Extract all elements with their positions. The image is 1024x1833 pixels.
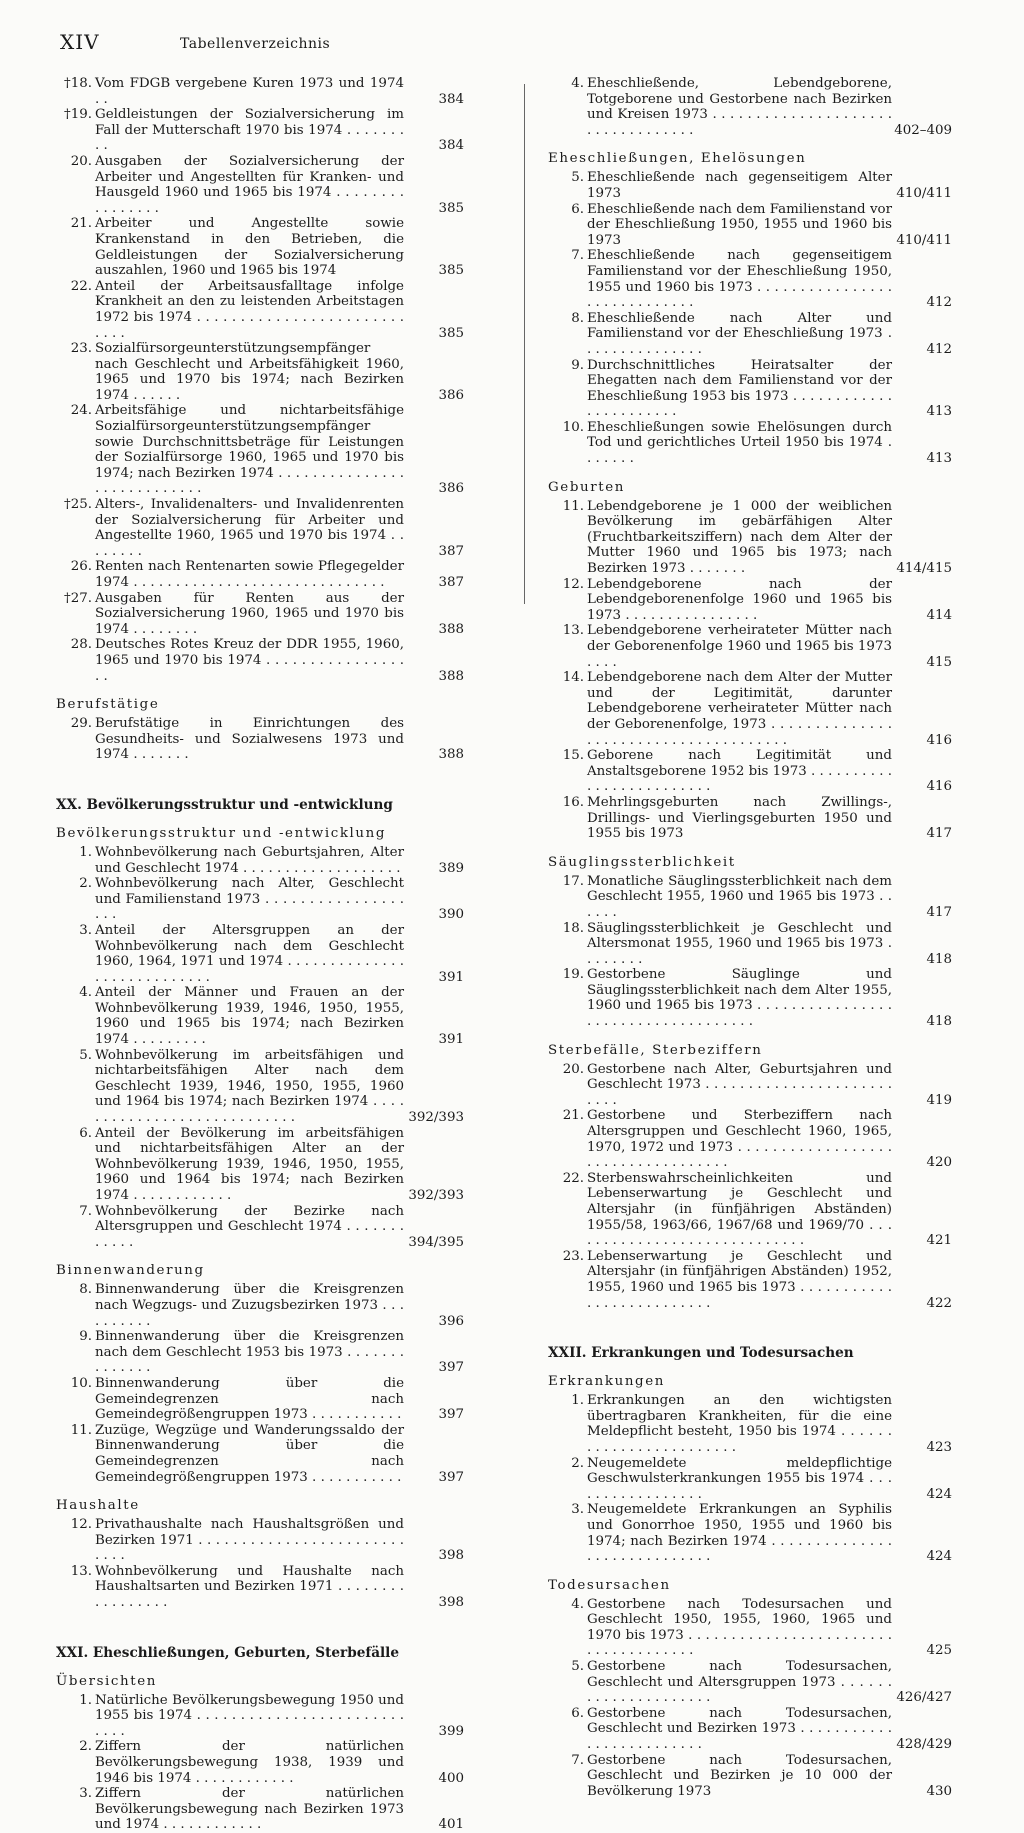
entry-title: Renten nach Rentenarten sowie Pflegegelder 1974 . . . . . . . . . . . . . . . . . . . . . . . . . . . . . . bbox=[95, 559, 404, 590]
group-heading: Binnenwanderung bbox=[56, 1263, 205, 1279]
entry-page: 386 bbox=[438, 387, 464, 403]
entry-number: 6. bbox=[571, 201, 584, 217]
entry-number: 13. bbox=[70, 1563, 92, 1579]
entry-number: 19. bbox=[562, 967, 584, 983]
toc-entry[interactable] bbox=[52, 985, 464, 1047]
entry-page: 425 bbox=[926, 1643, 952, 1659]
toc-entry[interactable] bbox=[52, 591, 464, 638]
entry-page: 412 bbox=[926, 295, 952, 311]
entry-number: 11. bbox=[562, 498, 584, 514]
entry-title: Eheschließende nach gegenseitigem Alter 1973 bbox=[587, 170, 892, 201]
entry-page: 413 bbox=[926, 451, 952, 467]
entry-number: 3. bbox=[571, 1502, 584, 1518]
toc-entry[interactable] bbox=[52, 1739, 464, 1786]
toc-entry[interactable] bbox=[544, 499, 952, 577]
entry-title: Anteil der Männer und Frauen an der Wohnbevölkerung 1939, 1946, 1950, 1955, 1960 und 1965 bis 1974; nach Bezirken 1974 . . . . . . . . . bbox=[95, 985, 404, 1048]
entry-number: †27. bbox=[64, 590, 92, 606]
entry-number: 13. bbox=[562, 623, 584, 639]
entry-title: Arbeitsfähige und nichtarbeitsfähige Sozialfürsorgeunterstützungsempfänger sowie Durchschnittsbeträge für Leistungen der Sozialfürsorge 1960, 1965 und 1970 bis 1974; nach Bezirken 1974 . . . . . . . . . . . . . . . . . . . . . . . . . . . . bbox=[95, 403, 404, 497]
group-heading: Todesursachen bbox=[548, 1577, 671, 1593]
entry-title: Säuglingssterblichkeit je Geschlecht und Altersmonat 1955, 1960 und 1965 bis 1973 . . . . . . . . bbox=[587, 920, 892, 967]
page-number-roman: XIV bbox=[60, 30, 100, 54]
group-heading: Erkrankungen bbox=[548, 1374, 665, 1390]
entry-number: 11. bbox=[70, 1422, 92, 1438]
entry-page: 421 bbox=[926, 1233, 952, 1249]
entry-page: 430 bbox=[926, 1783, 952, 1799]
entry-number: 21. bbox=[70, 216, 92, 232]
entry-number: †19. bbox=[64, 107, 92, 123]
entry-title: Mehrlingsgeburten nach Zwillings-, Drillings- und Vierlingsgeburten 1950 und 1955 bis 1973 bbox=[587, 794, 892, 842]
entry-number: 6. bbox=[79, 1125, 92, 1141]
entry-page: 428/429 bbox=[896, 1737, 952, 1753]
entry-number: 10. bbox=[562, 419, 584, 435]
entry-title: Binnenwanderung über die Kreisgrenzen nach dem Geschlecht 1953 bis 1973 . . . . . . . . . . . . . . bbox=[95, 1329, 404, 1376]
entry-number: 23. bbox=[562, 1248, 584, 1264]
entry-page: 420 bbox=[926, 1155, 952, 1171]
entry-title: Neugemeldete Erkrankungen an Syphilis und Gonorrhoe 1950, 1955 und 1960 bis 1974; nach Bezirken 1974 . . . . . . . . . . . . . . . . . . . . . . . . . . . . . bbox=[587, 1502, 892, 1565]
group-heading: Sterbefälle, Sterbeziffern bbox=[548, 1042, 763, 1058]
entry-title: Binnenwanderung über die Kreisgrenzen nach Wegzugs- und Zuzugsbezirken 1973 . . . . . . . . . . bbox=[95, 1282, 404, 1329]
entry-number: 5. bbox=[79, 1047, 92, 1063]
entry-page: 400 bbox=[438, 1770, 464, 1786]
toc-entry[interactable] bbox=[52, 154, 464, 216]
entry-title: Anteil der Altersgruppen an der Wohnbevölkerung nach dem Geschlecht 1960, 1964, 1971 und 1974 . . . . . . . . . . . . . . . . . . . . . . . . . . . . bbox=[95, 922, 404, 985]
entry-page: 384 bbox=[438, 138, 464, 154]
entry-number: 7. bbox=[79, 1203, 92, 1219]
entry-number: 8. bbox=[571, 310, 584, 326]
toc-entry[interactable] bbox=[52, 845, 464, 876]
group-heading: Bevölkerungsstruktur und -entwicklung bbox=[56, 825, 387, 841]
entry-number: †18. bbox=[64, 76, 92, 91]
entry-title: Ausgaben der Sozialversicherung der Arbeiter und Angestellten für Kranken- und Hausgeld 1960 und 1965 bis 1974 . . . . . . . . . . . . . . . . bbox=[95, 153, 404, 216]
entry-page: 392/393 bbox=[408, 1188, 464, 1203]
toc-entry[interactable] bbox=[544, 967, 952, 1029]
entry-number: 3. bbox=[79, 1786, 92, 1802]
toc-entry[interactable] bbox=[544, 420, 952, 467]
entry-title: Monatliche Säuglingssterblichkeit nach dem Geschlecht 1955, 1960 und 1965 bis 1973 . . . . . . bbox=[587, 873, 892, 920]
toc-entry[interactable] bbox=[52, 1786, 464, 1833]
toc-entry[interactable] bbox=[544, 1659, 952, 1706]
entry-page: 416 bbox=[926, 779, 952, 795]
entry-page: 384 bbox=[438, 91, 464, 107]
toc-entry[interactable] bbox=[544, 921, 952, 968]
entry-page: 410/411 bbox=[896, 185, 952, 201]
entry-number: 6. bbox=[571, 1705, 584, 1721]
entry-page: 417 bbox=[926, 904, 952, 920]
entry-number: 23. bbox=[70, 341, 92, 357]
group-heading: Geburten bbox=[548, 479, 625, 495]
entry-page: 388 bbox=[438, 621, 464, 637]
entry-page: 386 bbox=[438, 481, 464, 497]
entry-title: Binnenwanderung über die Gemeindegrenzen nach Gemeindegrößengruppen 1973 . . . . . . . . . . . bbox=[95, 1375, 404, 1423]
entry-title: Deutsches Rotes Kreuz der DDR 1955, 1960, 1965 und 1970 bis 1974 . . . . . . . . . . . . . . . . . . bbox=[95, 637, 404, 684]
entry-number: 8. bbox=[79, 1282, 92, 1298]
entry-page: 414/415 bbox=[896, 561, 952, 577]
toc-entry[interactable] bbox=[52, 1126, 464, 1204]
entry-title: Gestorbene und Sterbeziffern nach Altersgruppen und Geschlecht 1960, 1965, 1970, 1972 und 1973 . . . . . . . . . . . . . . . . . . . . . . . . . . . . . . . . . . . bbox=[587, 1108, 892, 1171]
toc-entry[interactable] bbox=[52, 341, 464, 403]
entry-page: 419 bbox=[926, 1092, 952, 1108]
entry-title: Gestorbene nach Todesursachen und Geschlecht 1950, 1955, 1960, 1965 und 1970 bis 1973 . . . . . . . . . . . . . . . . . . . . . . . . . . . . . . . . . . . . . bbox=[587, 1596, 892, 1659]
entry-number: 21. bbox=[562, 1108, 584, 1124]
toc-entry[interactable] bbox=[544, 76, 952, 138]
toc-entry[interactable] bbox=[52, 1517, 464, 1564]
toc-entry[interactable] bbox=[544, 748, 952, 795]
toc-entry[interactable] bbox=[52, 923, 464, 985]
entry-number: 4. bbox=[571, 1596, 584, 1612]
toc-entry[interactable] bbox=[544, 874, 952, 921]
entry-title: Anteil der Bevölkerung im arbeitsfähigen und nichtarbeitsfähigen Alter an der Wohnbevölkerung 1939, 1946, 1950, 1955, 1960 und 1964 bis 1974; nach Bezirken 1974 . . . . . . . . . . . . bbox=[95, 1125, 404, 1203]
toc-entry[interactable] bbox=[544, 1597, 952, 1659]
entry-page: 385 bbox=[438, 200, 464, 216]
entry-page: 418 bbox=[926, 1014, 952, 1030]
toc-entry[interactable] bbox=[52, 1204, 464, 1251]
toc-entry[interactable] bbox=[544, 1393, 952, 1455]
entry-title: Lebenserwartung je Geschlecht und Altersjahr (in fünfjährigen Abständen) 1952, 1955, 1960 und 1965 bis 1973 . . . . . . . . . . . . . . . . . . . . . . . . . . bbox=[587, 1248, 892, 1311]
entry-title: Eheschließende nach Alter und Familienstand vor der Eheschließung 1973 . . . . . . . . . . . . . . . bbox=[587, 310, 892, 357]
entry-title: Gestorbene nach Alter, Geburtsjahren und Geschlecht 1973 . . . . . . . . . . . . . . . . . . . . . . . . . . bbox=[587, 1061, 892, 1108]
section-heading: XXI. Eheschließungen, Geburten, Sterbefälle bbox=[56, 1644, 399, 1661]
entry-page: 412 bbox=[926, 341, 952, 357]
toc-entry[interactable] bbox=[544, 170, 952, 201]
entry-number: 20. bbox=[70, 153, 92, 169]
entry-title: Geldleistungen der Sozialversicherung im Fall der Mutterschaft 1970 bis 1974 . . . . . . . . . bbox=[95, 107, 404, 154]
entry-title: Zuzüge, Wegzüge und Wanderungssaldo der Binnenwanderung über die Gemeindegrenzen nach Gemeindegrößengruppen 1973 . . . . . . . . . . . bbox=[95, 1422, 404, 1485]
entry-page: 399 bbox=[438, 1723, 464, 1739]
toc-entry[interactable] bbox=[544, 577, 952, 624]
entry-number: 4. bbox=[571, 76, 584, 91]
entry-title: Alters-, Invalidenalters- und Invalidenrenten der Sozialversicherung für Arbeiter und Angestellte 1960, 1965 und 1970 bis 1974 . . . . . . . . bbox=[95, 497, 404, 559]
entry-page: 398 bbox=[438, 1548, 464, 1564]
entry-title: Arbeiter und Angestellte sowie Krankenstand in den Betrieben, die Geldleistungen der Sozialversicherung auszahlen, 1960 und 1965 bis 1974 bbox=[95, 216, 404, 279]
entry-number: 2. bbox=[79, 1739, 92, 1755]
toc-entry[interactable] bbox=[52, 876, 464, 923]
entry-title: Vom FDGB vergebene Kuren 1973 und 1974 . . bbox=[95, 76, 404, 107]
toc-entry[interactable] bbox=[52, 1693, 464, 1740]
entry-title: Lebendgeborene verheirateter Mütter nach der Geborenenfolge 1960 und 1965 bis 1973 . . . . bbox=[587, 623, 892, 670]
entry-page: 417 bbox=[926, 826, 952, 842]
toc-entry[interactable] bbox=[544, 1753, 952, 1800]
entry-page: 422 bbox=[926, 1295, 952, 1311]
running-title: Tabellenverzeichnis bbox=[180, 36, 331, 52]
entry-number: 12. bbox=[562, 576, 584, 592]
group-heading: Haushalte bbox=[56, 1498, 140, 1514]
toc-entry[interactable] bbox=[544, 795, 952, 842]
entry-title: Gestorbene Säuglinge und Säuglingssterblichkeit nach dem Alter 1955, 1960 und 1965 bis 1973 . . . . . . . . . . . . . . . . . . . . . . . . . . . . . . . . . . . . bbox=[587, 967, 892, 1030]
toc-entry[interactable] bbox=[544, 1706, 952, 1753]
toc-entry[interactable] bbox=[544, 670, 952, 748]
entry-title: Eheschließende, Lebendgeborene, Totgeborene und Gestorbene nach Bezirken und Kreisen 1973 . . . . . . . . . . . . . . . . . . . . . . . . . . . . . . . . . . bbox=[587, 76, 892, 138]
entry-number: 18. bbox=[562, 920, 584, 936]
toc-entry[interactable] bbox=[544, 1456, 952, 1503]
section-heading: XXII. Erkrankungen und Todesursachen bbox=[548, 1345, 854, 1362]
page-header bbox=[60, 30, 960, 60]
entry-number: 29. bbox=[70, 716, 92, 732]
entry-number: 28. bbox=[70, 637, 92, 653]
toc-entry[interactable] bbox=[52, 1564, 464, 1611]
toc-entry[interactable] bbox=[52, 1423, 464, 1485]
entry-number: 7. bbox=[571, 1752, 584, 1768]
entry-title: Erkrankungen an den wichtigsten übertragbaren Krankheiten, für die eine Meldepflicht besteht, 1950 bis 1974 . . . . . . . . . . . . . . . . . . . . . . . . bbox=[587, 1393, 892, 1455]
entry-page: 410/411 bbox=[896, 232, 952, 248]
toc-entry[interactable] bbox=[52, 403, 464, 497]
entry-page: 418 bbox=[926, 951, 952, 967]
entry-title: Sterbenswahrscheinlichkeiten und Lebenserwartung je Geschlecht und Altersjahr (in fünfjährigen Abständen) 1955/58, 1963/66, 1967/68 und 1969/70 . . . . . . . . . . . . . . . . . . . . . . . . . . . . . bbox=[587, 1170, 892, 1249]
right-column bbox=[544, 76, 952, 1799]
entry-page: 394/395 bbox=[408, 1234, 464, 1250]
entry-number: 2. bbox=[571, 1455, 584, 1471]
entry-title: Lebendgeborene nach dem Alter der Mutter und der Legitimität, darunter Lebendgeborene verheirateter Mütter nach der Geborenenfolge, 1973 . . . . . . . . . . . . . . . . . . . . . . . . . . . . . . . . . . . . . . bbox=[587, 670, 892, 748]
entry-page: 397 bbox=[438, 1407, 464, 1423]
entry-number: 9. bbox=[571, 357, 584, 373]
entry-title: Gestorbene nach Todesursachen, Geschlecht und Altersgruppen 1973 . . . . . . . . . . . . . . . . . . . . . bbox=[587, 1659, 892, 1706]
toc-entry[interactable] bbox=[544, 1108, 952, 1170]
entry-page: 424 bbox=[926, 1549, 952, 1565]
group-heading: Übersichten bbox=[56, 1673, 157, 1689]
entry-number: 9. bbox=[79, 1329, 92, 1345]
left-column bbox=[52, 76, 464, 1833]
toc-entry[interactable] bbox=[52, 637, 464, 684]
entry-title: Eheschließende nach dem Familienstand vor der Eheschließung 1950, 1955 und 1960 bis 1973 bbox=[587, 201, 892, 248]
group-heading: Eheschließungen, Ehelösungen bbox=[548, 151, 807, 167]
toc-entry[interactable] bbox=[52, 279, 464, 341]
entry-title: Gestorbene nach Todesursachen, Geschlecht und Bezirken 1973 . . . . . . . . . . . . . . . . . . . . . . . . . bbox=[587, 1705, 892, 1753]
toc-entry[interactable] bbox=[544, 202, 952, 249]
entry-page: 415 bbox=[926, 654, 952, 670]
entry-page: 397 bbox=[438, 1469, 464, 1485]
entry-title: Berufstätige in Einrichtungen des Gesundheits- und Sozialwesens 1973 und 1974 . . . . . . . bbox=[95, 716, 404, 763]
toc-entry[interactable] bbox=[52, 1376, 464, 1423]
entry-number: 4. bbox=[79, 985, 92, 1001]
entry-title: Wohnbevölkerung nach Alter, Geschlecht und Familienstand 1973 . . . . . . . . . . . . . . . . . . . bbox=[95, 876, 404, 923]
entry-number: 1. bbox=[79, 1692, 92, 1708]
entry-page: 397 bbox=[438, 1360, 464, 1376]
entry-number: 5. bbox=[571, 1659, 584, 1675]
entry-page: 387 bbox=[438, 575, 464, 590]
entry-page: 388 bbox=[438, 747, 464, 763]
entry-number: 16. bbox=[562, 794, 584, 810]
entry-title: Ziffern der natürlichen Bevölkerungsbewegung 1938, 1939 und 1946 bis 1974 . . . . . . . . . . . . bbox=[95, 1739, 404, 1786]
entry-page: 389 bbox=[438, 860, 464, 876]
toc-entry[interactable] bbox=[52, 1282, 464, 1329]
entry-page: 402–409 bbox=[894, 122, 952, 138]
entry-title: Ziffern der natürlichen Bevölkerungsbewegung nach Bezirken 1973 und 1974 . . . . . . . . . . . . bbox=[95, 1786, 404, 1833]
entry-title: Natürliche Bevölkerungsbewegung 1950 und 1955 bis 1974 . . . . . . . . . . . . . . . . . . . . . . . . . . . . bbox=[95, 1692, 404, 1739]
entry-page: 426/427 bbox=[896, 1690, 952, 1706]
entry-page: 396 bbox=[438, 1313, 464, 1329]
entry-number: 5. bbox=[571, 170, 584, 186]
toc-entry[interactable] bbox=[52, 216, 464, 278]
toc-entry[interactable] bbox=[544, 311, 952, 358]
entry-page: 391 bbox=[438, 969, 464, 985]
entry-title: Wohnbevölkerung der Bezirke nach Altersgruppen und Geschlecht 1974 . . . . . . . . . . . . bbox=[95, 1203, 404, 1250]
entry-title: Wohnbevölkerung nach Geburtsjahren, Alter und Geschlecht 1974 . . . . . . . . . . . . . . . . . . . bbox=[95, 844, 404, 876]
entry-title: Eheschließungen sowie Ehelösungen durch Tod und gerichtliches Urteil 1950 bis 1974 . . . . . . . bbox=[587, 419, 892, 467]
entry-page: 385 bbox=[438, 263, 464, 279]
entry-number: 3. bbox=[79, 922, 92, 938]
entry-page: 416 bbox=[926, 732, 952, 748]
entry-number: 7. bbox=[571, 248, 584, 264]
entry-title: Lebendgeborene je 1 000 der weiblichen Bevölkerung im gebärfähigen Alter (Fruchtbarkeitsziffern) nach dem Alter der Mutter 1960 und 1965 bis 1973; nach Bezirken 1973 . . . . . . . bbox=[587, 498, 892, 577]
group-heading: Säuglingssterblichkeit bbox=[548, 854, 736, 870]
entry-number: 17. bbox=[562, 873, 584, 889]
entry-number: 12. bbox=[70, 1517, 92, 1533]
toc-entry[interactable] bbox=[52, 497, 464, 559]
entry-title: Wohnbevölkerung im arbeitsfähigen und nichtarbeitsfähigen Alter nach dem Geschlecht 1939, 1946, 1950, 1955, 1960 und 1964 bis 1974; nach Bezirken 1974 . . . . . . . . . . . . . . . . . . . . . . . . . . . . bbox=[95, 1047, 404, 1126]
entry-page: 387 bbox=[438, 543, 464, 559]
toc-entry[interactable] bbox=[544, 623, 952, 670]
entry-number: 20. bbox=[562, 1061, 584, 1077]
entry-title: Eheschließende nach gegenseitigem Familienstand vor der Eheschließung 1950, 1955 und 1960 bis 1973 . . . . . . . . . . . . . . . . . . . . . . . . . . . . . bbox=[587, 248, 892, 311]
toc-entry[interactable] bbox=[544, 358, 952, 420]
entry-number: 1. bbox=[79, 844, 92, 860]
entry-title: Anteil der Arbeitsausfalltage infolge Krankheit an den zu leistenden Arbeitstagen 1972 bis 1974 . . . . . . . . . . . . . . . . . . . . . . . . . . . . bbox=[95, 278, 404, 341]
section-heading: XX. Bevölkerungsstruktur und -entwicklung bbox=[56, 796, 393, 813]
toc-entry[interactable] bbox=[544, 1062, 952, 1109]
toc-entry[interactable] bbox=[52, 76, 464, 107]
entry-title: Privathaushalte nach Haushaltsgrößen und Bezirken 1971 . . . . . . . . . . . . . . . . . . . . . . . . . . . . bbox=[95, 1517, 404, 1564]
entry-page: 424 bbox=[926, 1486, 952, 1502]
entry-number: 24. bbox=[70, 403, 92, 419]
toc-entry[interactable] bbox=[52, 716, 464, 763]
entry-page: 388 bbox=[438, 668, 464, 684]
entry-number: 15. bbox=[562, 748, 584, 764]
toc-entry[interactable] bbox=[544, 1502, 952, 1564]
entry-page: 390 bbox=[438, 907, 464, 923]
toc-entry[interactable] bbox=[544, 1249, 952, 1311]
toc-entry[interactable] bbox=[52, 1048, 464, 1126]
toc-entry[interactable] bbox=[544, 1171, 952, 1249]
entry-page: 401 bbox=[438, 1817, 464, 1833]
toc-entry[interactable] bbox=[544, 248, 952, 310]
entry-title: Durchschnittliches Heiratsalter der Ehegatten nach dem Familienstand vor der Eheschließung 1953 bis 1973 . . . . . . . . . . . . . . . . . . . . . . . bbox=[587, 357, 892, 420]
entry-number: 14. bbox=[562, 670, 584, 686]
toc-entry[interactable] bbox=[52, 107, 464, 154]
entry-title: Lebendgeborene nach der Lebendgeborenenfolge 1960 und 1965 bis 1973 . . . . . . . . . . . . . . . . bbox=[587, 576, 892, 623]
entry-number: 2. bbox=[79, 876, 92, 892]
entry-number: 10. bbox=[70, 1375, 92, 1391]
entry-page: 391 bbox=[438, 1032, 464, 1048]
entry-number: 26. bbox=[70, 559, 92, 575]
entry-number: 22. bbox=[562, 1170, 584, 1186]
entry-page: 423 bbox=[926, 1439, 952, 1455]
entry-page: 398 bbox=[438, 1595, 464, 1611]
entry-number: 1. bbox=[571, 1393, 584, 1409]
entry-page: 385 bbox=[438, 325, 464, 341]
group-heading: Berufstätige bbox=[56, 697, 160, 713]
entry-page: 392/393 bbox=[408, 1110, 464, 1126]
entry-title: Ausgaben für Renten aus der Sozialversicherung 1960, 1965 und 1970 bis 1974 . . . . . . . . bbox=[95, 590, 404, 637]
entry-page: 414 bbox=[926, 607, 952, 623]
entry-number: †25. bbox=[64, 497, 92, 513]
entry-title: Sozialfürsorgeunterstützungsempfänger nach Geschlecht und Arbeitsfähigkeit 1960, 1965 und 1970 bis 1974; nach Bezirken 1974 . . . . . . bbox=[95, 341, 404, 403]
entry-title: Neugemeldete meldepflichtige Geschwulsterkrankungen 1955 bis 1974 . . . . . . . . . . . . . . . . . bbox=[587, 1455, 892, 1502]
entry-title: Geborene nach Legitimität und Anstaltsgeborene 1952 bis 1973 . . . . . . . . . . . . . . . . . . . . . . . . . bbox=[587, 748, 892, 795]
toc-entry[interactable] bbox=[52, 1329, 464, 1376]
entry-number: 22. bbox=[70, 278, 92, 294]
toc-entry[interactable] bbox=[52, 559, 464, 590]
column-divider bbox=[524, 84, 525, 604]
entry-title: Gestorbene nach Todesursachen, Geschlecht und Bezirken je 10 000 der Bevölkerung 1973 bbox=[587, 1752, 892, 1799]
entry-title: Wohnbevölkerung und Haushalte nach Haushaltsarten und Bezirken 1971 . . . . . . . . . . . . . . . . . bbox=[95, 1563, 404, 1611]
entry-page: 413 bbox=[926, 404, 952, 420]
